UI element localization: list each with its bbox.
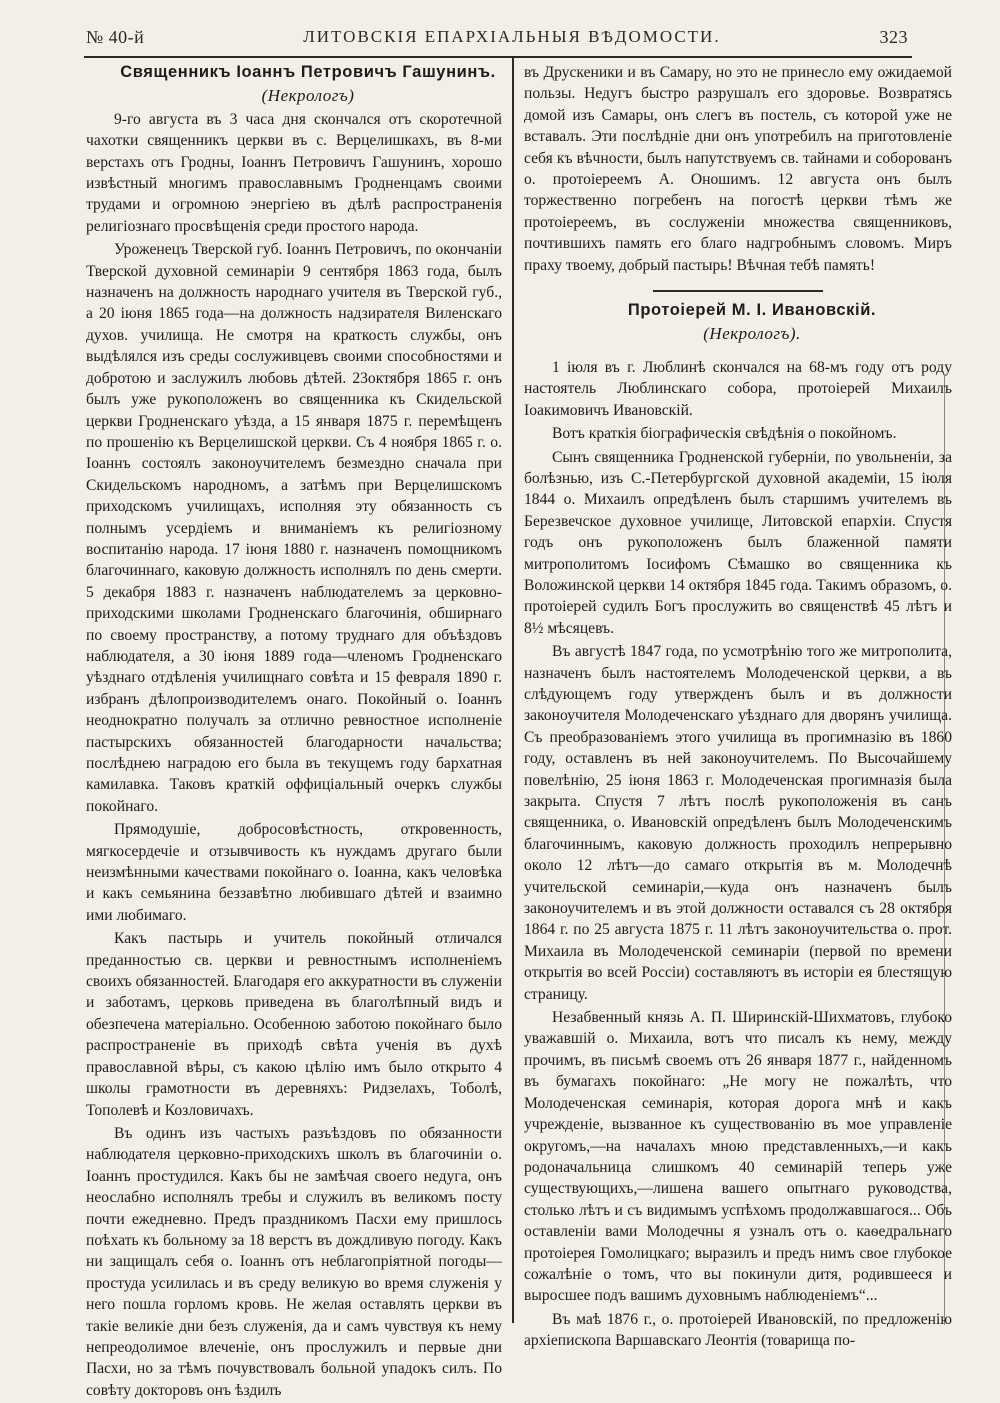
column-divider: [512, 58, 514, 1323]
obituary-heading-ivanovsky: Протоіерей М. І. Ивановскій.: [627, 301, 877, 320]
left-column: [86, 62, 502, 1403]
continuation-paragraph: въ Друскеники и въ Самару, но это не принесло ему ожидаемой пользы. Недугъ быстро разрушалъ его здоровье. Возвратясь домой изъ Самары, онъ слегъ въ постель, съ которой уже не вставалъ. Эти послѣдніе дни онъ употребилъ на приготовленіе себя къ вѣчности, былъ напутствуемъ св. тайнами и соборованъ о. протоіереемъ А. Оношимъ. 12 августа онъ былъ торжественно погребенъ на погостѣ церкви тѣмъ же протоіереемъ, въ сослуженіи множества священниковъ, почтившихъ память его благо надгробнымъ словомъ. Миръ праху твоему, добрый пастырь! Вѣчная тебѣ память!: [524, 64, 952, 274]
paragraph: Сынъ священника Гродненской губерніи, по увольненіи, за болѣзнью, изъ С.-Петербургской духовной академіи, 15 іюля 1844 о. Михаилъ опредѣленъ былъ старшимъ учителемъ въ Березвечское духовное училище, Литовской епархіи. Спустя годъ онъ рукоположенъ былъ блаженной памяти митрополитомъ Іосифомъ Сѣмашко во священника къ Воложинской церкви 14 октября 1845 года. Такимъ образомъ, о. протоіерей судилъ Богъ прослужить во священствѣ 45 лѣтъ и 8½ мѣсяцевъ.: [524, 448, 952, 637]
section-divider: [653, 290, 823, 292]
paragraph: Въ маѣ 1876 г., о. протоіерей Ивановскій, по предложенію архіепископа Варшавскаго Леонтія (товарища по-: [524, 1310, 952, 1350]
paragraph: Незабвенный князь А. П. Ширинскій-Шихматовъ, глубоко уважавшій о. Михаила, вотъ что писалъ къ нему, между прочимъ, въ письмѣ своемъ отъ 26 января 1877 г., найденномъ въ бумагахъ покойнаго: „Не могу не пожалѣть, что Молодеченская семинарія, которая дорога мнѣ и какъ учрежденіе, вызванное къ существованію въ мое управленіе округомъ,—на началахъ мною представленныхъ,—и какъ родоначальница слишкомъ 40 семинарій теперь уже существующихъ,—лишена вашего опытнаго руководства, столько лѣтъ и съ видимымъ успѣхомъ продолжавшагося... Объ оставленіи вами Молодечны я узналъ отъ о. каѳедральнаго протоіерея Гомолицкаго; выразилъ и предъ нимъ свое глубокое сожалѣніе о томъ, что вы покинули дитя, родившееся и выросшее подъ вашимъ духовнымъ наблюденіемъ“...: [524, 1009, 952, 1305]
paragraph: Какъ пастырь и учитель покойный отличался преданностью св. церкви и ревностнымъ исполненіемъ своихъ обязанностей. Благодаря его аккуратности въ служеніи и заботамъ, церковь приведена въ благолѣпный видъ и обезпечена матеріально. Особенною заботою покойнаго было распространеніе въ приходѣ свѣта ученія въ духѣ православной вѣры, съ какою цѣлію имъ было открыто 4 школы грамотности въ деревняхъ: Ридзелахъ, Тоболѣ, Тополевѣ и Козловичахъ.: [86, 930, 502, 1119]
paragraph: 9-го августа въ 3 часа дня скончался отъ скоротечной чахотки священникъ церкви въ с. Верцелишкахъ, въ 8-ми верстахъ отъ Гродны, Іоаннъ Петровичъ Гашунинъ, хорошо извѣстный многимъ православнымъ Гродненцамъ своими трудами и огромною энергіею въ дѣлѣ распространенія религіознаго просвѣщенія среди простого народа.: [86, 110, 502, 235]
paragraph: 1 іюля въ г. Люблинѣ скончался на 68-мъ году отъ роду настоятель Люблинскаго собора, протоіерей Михаилъ Іоакимовичъ Ивановскій.: [524, 358, 952, 419]
page-header: [86, 20, 908, 54]
paragraph: Вотъ краткія біографическія свѣдѣнія о покойномъ.: [552, 425, 897, 443]
paragraph: Въ августѣ 1847 года, по усмотрѣнію того же митрополита, назначенъ былъ настоятелемъ Молодеченской церкви, а въ слѣдующемъ году утвержденъ былъ и въ должности законоучителя Молодеченскаго уѣзднаго для дворянъ училища. Съ преобразованіемъ этого училища въ прогимназію въ 1860 году, оставленъ въ ней законоучителемъ. По Высочайшему повелѣнію, 25 іюня 1863 г. Молодеченская прогимназія была закрыта. Спустя 7 лѣтъ послѣ рукоположенія въ санъ священника, о. Ивановскій опредѣленъ былъ Молодеченскимъ благочиннымъ, каковую должность проходилъ непрерывно около 12 лѣтъ—до самаго открытія въ м. Молодечнѣ учительской семинаріи,—куда онъ назначенъ былъ законоучителемъ и въ этой должности оставался съ 28 октября 1864 г. по 25 августа 1875 г. 11 лѣтъ законоучительства о. прот. Михаила въ Молодеченской семинаріи (первой по времени открытія во всей Россіи) составляютъ въ исторіи ея блестящую страницу.: [524, 643, 952, 1003]
issue-number: № 40-й: [86, 26, 145, 47]
header-rule: [84, 56, 912, 58]
page-number: 323: [879, 26, 908, 47]
obituary-subheading-gashunin: (Некрологъ): [261, 86, 355, 106]
obituary-subheading-ivanovsky: (Некрологъ).: [703, 324, 801, 344]
paragraph: Уроженецъ Тверской губ. Іоаннъ Петровичъ, по окончаніи Тверской духовной семинаріи 9 сентября 1863 года, былъ назначенъ на должность народнаго учителя въ Тверской губ., а 20 іюня 1865 года—на должность надзирателя Виленскаго духов. училища. Не смотря на краткость службы, онъ выдѣлялся изъ среды сослуживцевъ своими способностями и добротою и заслужилъ любовь дѣтей. 23октября 1865 г. онъ былъ уже рукоположенъ во священника къ Скидельской церкви Гродненскаго уѣзда, а 15 января 1875 г. перемѣщенъ по прошенію къ Верцелишской церкви. Съ 4 ноября 1865 г. о. Іоаннъ состоялъ законоучителемъ безмездно сначала при Скидельскомъ народномъ, а затѣмъ при Верцелишскомъ приходскомъ училищахъ, исполняя эту обязанность съ полнымъ усердіемъ и вниманіемъ къ религіозному воспитанію народа. 17 іюня 1880 г. назначенъ помощникомъ благочиннаго, каковую должность исполнялъ по день смерти. 5 декабря 1883 г. назначенъ наблюдателемъ за церковно-приходскими школами Гродненскаго благочинія, обширнаго по своему пространству, а потому труднаго для объѣздовъ наблюдателя, а 30 іюня 1889 года—членомъ Гродненскаго уѣзднаго отдѣленія училищнаго совѣта и 15 февраля 1890 г. избранъ дѣлопроизводителемъ онаго. Покойный о. Іоаннъ неоднократно получалъ за отлично ревностное исполненіе пастырскихъ обязанностей благодарности начальства; послѣднею наградою его была въ текущемъ году бархатная камилавка. Таковъ краткій оффиціальный очеркъ службы покойнаго.: [86, 241, 502, 815]
paragraph: Прямодушіе, добросовѣстность, откровенность, мягкосердечіе и отзывчивость къ нуждамъ другаго были неизмѣнными качествами покойнаго о. Іоанна, какъ человѣка и какъ семьянина беззавѣтно любившаго дѣтей и взаимно ими любимаго.: [86, 821, 502, 924]
paragraph: Въ одинъ изъ частыхъ разъѣздовъ по обязанности наблюдателя церковно-приходскихъ школъ въ благочиніи о. Іоаннъ простудился. Какъ бы не замѣчая своего недуга, онъ неослабно исполнялъ требы и служилъ въ великомъ посту почти ежедневно. Предъ праздникомъ Пасхи ему пришлось поѣхать къ больному за 18 верстъ въ дождливую погоду. Какъ ни защищалъ себя о. Іоаннъ отъ неблагопріятной погоды—простуда усилилась и въ среду великую во время служенія у него пошла горломъ кровь. Не желая оставлять церкви въ такіе великіе дни безъ служенія, да и самъ чувствуя къ нему непреодолимое влеченіе, онъ прослужилъ и первые дни Пасхи, но за тѣмъ почувствовалъ больной упадокъ силъ. По совѣту докторовъ онъ ѣздилъ: [86, 1124, 502, 1399]
right-column: [524, 62, 952, 1354]
obituary-heading-gashunin: Священникъ Іоаннъ Петровичъ Гашунинъ.: [120, 63, 496, 81]
journal-title: ЛИТОВСКІЯ ЕПАРХІАЛЬНЫЯ ВѢДОМОСТИ.: [303, 27, 721, 46]
